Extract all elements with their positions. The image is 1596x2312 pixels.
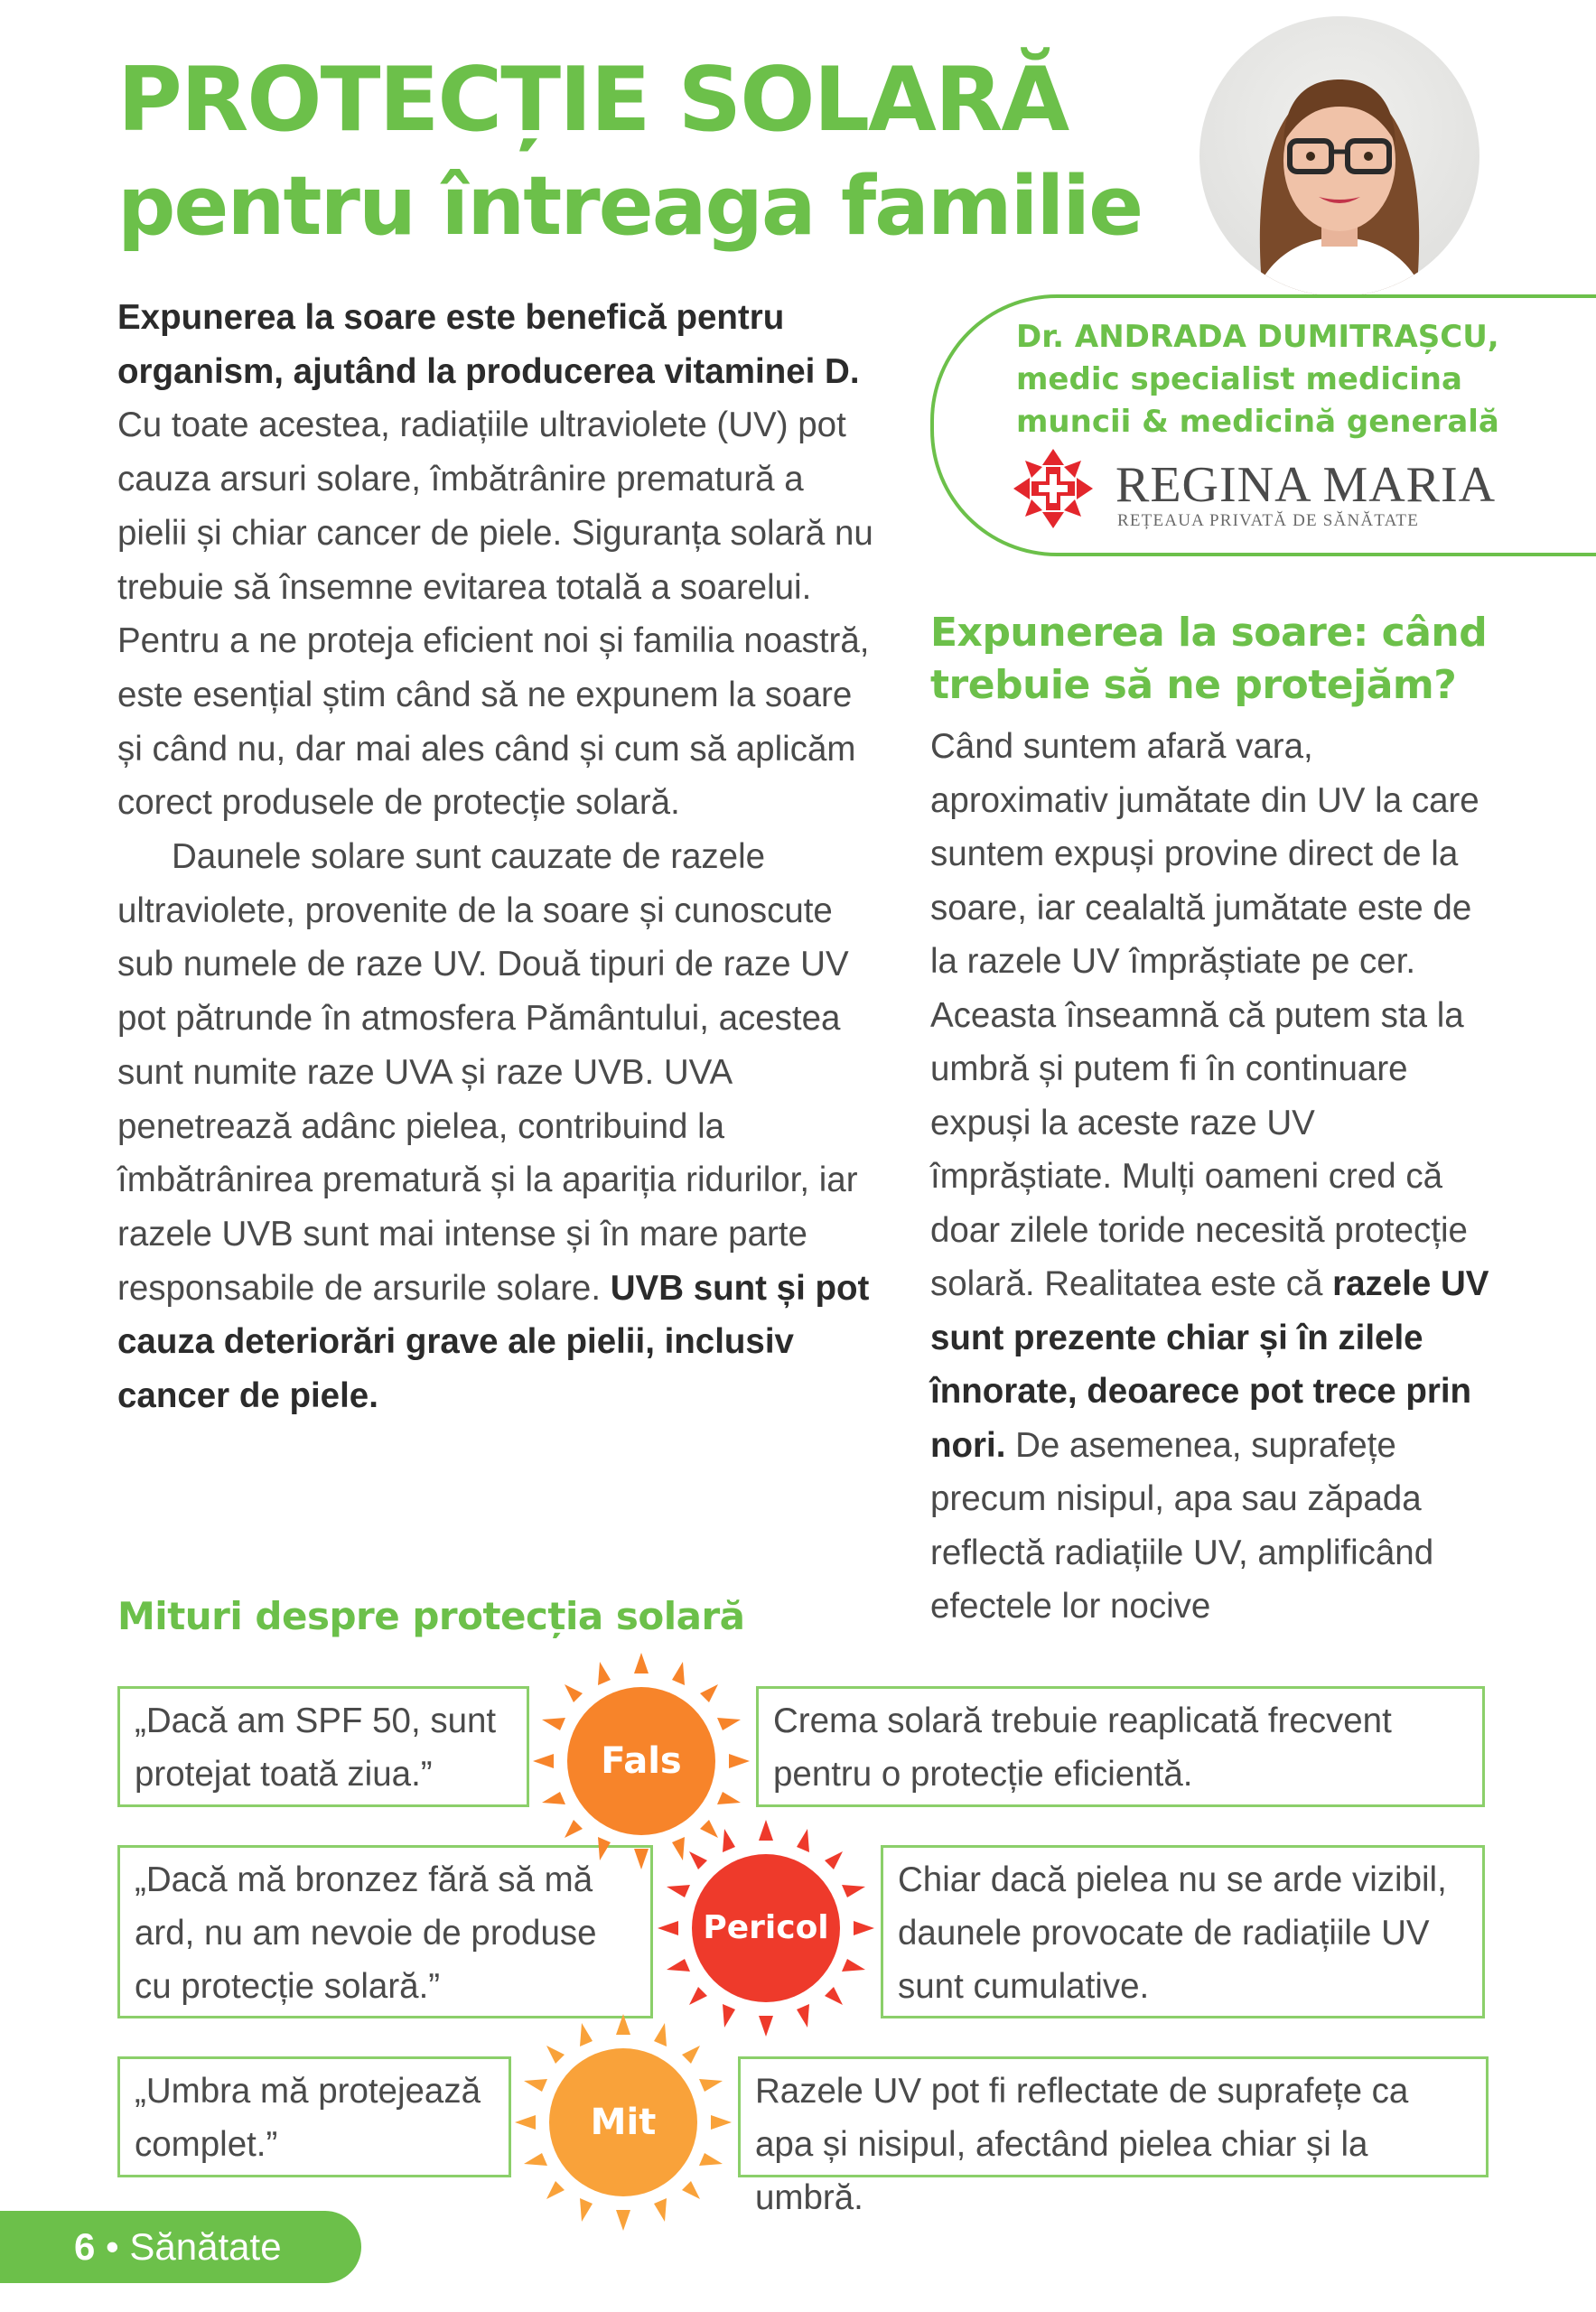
title-line-1: PROTECȚIE SOLARĂ (117, 49, 1069, 152)
verdict-label-2: Pericol (703, 1909, 829, 1946)
fact-box-1 (756, 1686, 1485, 1807)
myths-heading: Mituri despre protecția solară (117, 1594, 745, 1638)
footer-separator: • (106, 2225, 119, 2268)
sidebar-body-bold: razele UV sunt prezente chiar și în zilele înnorate, deoarece pot trece prin nori. (930, 1264, 1489, 1465)
author-photo (1199, 16, 1479, 296)
article-title (117, 47, 1142, 260)
myth-text-3: „Umbra mă protejează complet.” (135, 2072, 481, 2164)
logo-wordmark: REGINA MARIA (1115, 457, 1497, 513)
sidebar-body (930, 720, 1490, 1634)
title-line-2: pentru întreaga familie (117, 159, 1143, 254)
myth-text-1: „Dacă am SPF 50, sunt protejat toată ziua.” (135, 1701, 497, 1794)
intro-para2-text: Daunele solare sunt cauzate de razele ultraviolete, provenite de la soare și cunoscute sub numele de raze UV. Două tipuri de raze UV pot pătrunde în atmosfera Pământului, acestea sunt numite raze UVA și raze UVB. UVA penetrează adânc pielea, contribuind la îmbătrânirea prematură și la apariția ridurilor, iar razele UVB sunt mai intense și în mare parte responsabile de arsurile solare. (117, 837, 858, 1308)
fact-box-2 (881, 1845, 1485, 2018)
myth-box-3 (117, 2056, 511, 2177)
intro-paragraph-1 (117, 291, 881, 830)
verdict-label-3: Mit (590, 2102, 657, 2143)
portrait-illustration (1199, 16, 1479, 296)
section-name: Sănătate (129, 2225, 282, 2268)
verdict-label-1: Fals (601, 1740, 682, 1782)
intro-text (117, 291, 881, 1423)
author-role-line-2: muncii & medicină generală (1016, 404, 1499, 440)
intro-para2-bold: UVB sunt și pot cauza deteriorări grave ale pielii, inclusiv cancer de piele. (117, 1268, 870, 1416)
author-role-line-1: medic specialist medicina (1016, 361, 1462, 397)
author-name: Dr. ANDRADA DUMITRAȘCU, (1016, 319, 1499, 355)
intro-paragraph-2 (117, 830, 881, 1423)
sidebar-heading: Expunerea la soare: când trebuie să ne protejăm? (930, 610, 1488, 708)
fact-box-3 (738, 2056, 1489, 2217)
sidebar-body-text: Când suntem afară vara, aproximativ jumătate din UV la care suntem expuși provine direct de la soare, iar cealaltă jumătate este de la razele UV împrăștiate pe cer. Aceasta înseamnă că putem sta la umbră și putem fi în continuare expuși la aceste raze UV împrăștiate. Mulți oameni cred că doar zilele toride necesită protecție solară. Realitatea este că (930, 727, 1479, 1303)
logo-tagline: REȚEAUA PRIVATĂ DE SĂNĂTATE (1117, 511, 1420, 530)
sidebar-body-end: De asemenea, suprafețe precum nisipul, apa sau zăpada reflectă radiațiile UV, amplificând efectele lor nocive (930, 1425, 1434, 1626)
regina-maria-logo-icon (1012, 447, 1095, 530)
author-credit (1016, 316, 1594, 443)
page-number: 6 (74, 2225, 96, 2268)
fact-text-3: Razele UV pot fi reflectate de suprafețe ca apa și nisipul, afectând pielea chiar și la umbră. (755, 2072, 1409, 2217)
intro-lead-bold: Expunerea la soare este benefică pentru organism, ajutând la producerea vitaminei D. (117, 298, 860, 391)
fact-text-2: Chiar dacă pielea nu se arde vizibil, daunele provocate de radiațiile UV sunt cumulative. (898, 1860, 1447, 2006)
myth-text-2: „Dacă mă bronzez fără să mă ard, nu am nevoie de produse cu protecție solară.” (135, 1860, 597, 2006)
page-footer (74, 2222, 282, 2272)
fact-text-1: Crema solară trebuie reaplicată frecvent pentru o protecție eficientă. (773, 1701, 1392, 1794)
myth-box-1 (117, 1686, 529, 1807)
intro-lead-rest: Cu toate acestea, radiațiile ultraviolete (UV) pot cauza arsuri solare, îmbătrânire prematură a pielii și chiar cancer de piele. Siguranța solară nu trebuie să însemne evitarea totală a soarelui. Pentru a ne proteja eficient noi și familia noastră, este esențial știm când să ne expunem la soare și când nu, dar mai ales când și cum să aplicăm corect produsele de protecție solară. (117, 406, 873, 823)
